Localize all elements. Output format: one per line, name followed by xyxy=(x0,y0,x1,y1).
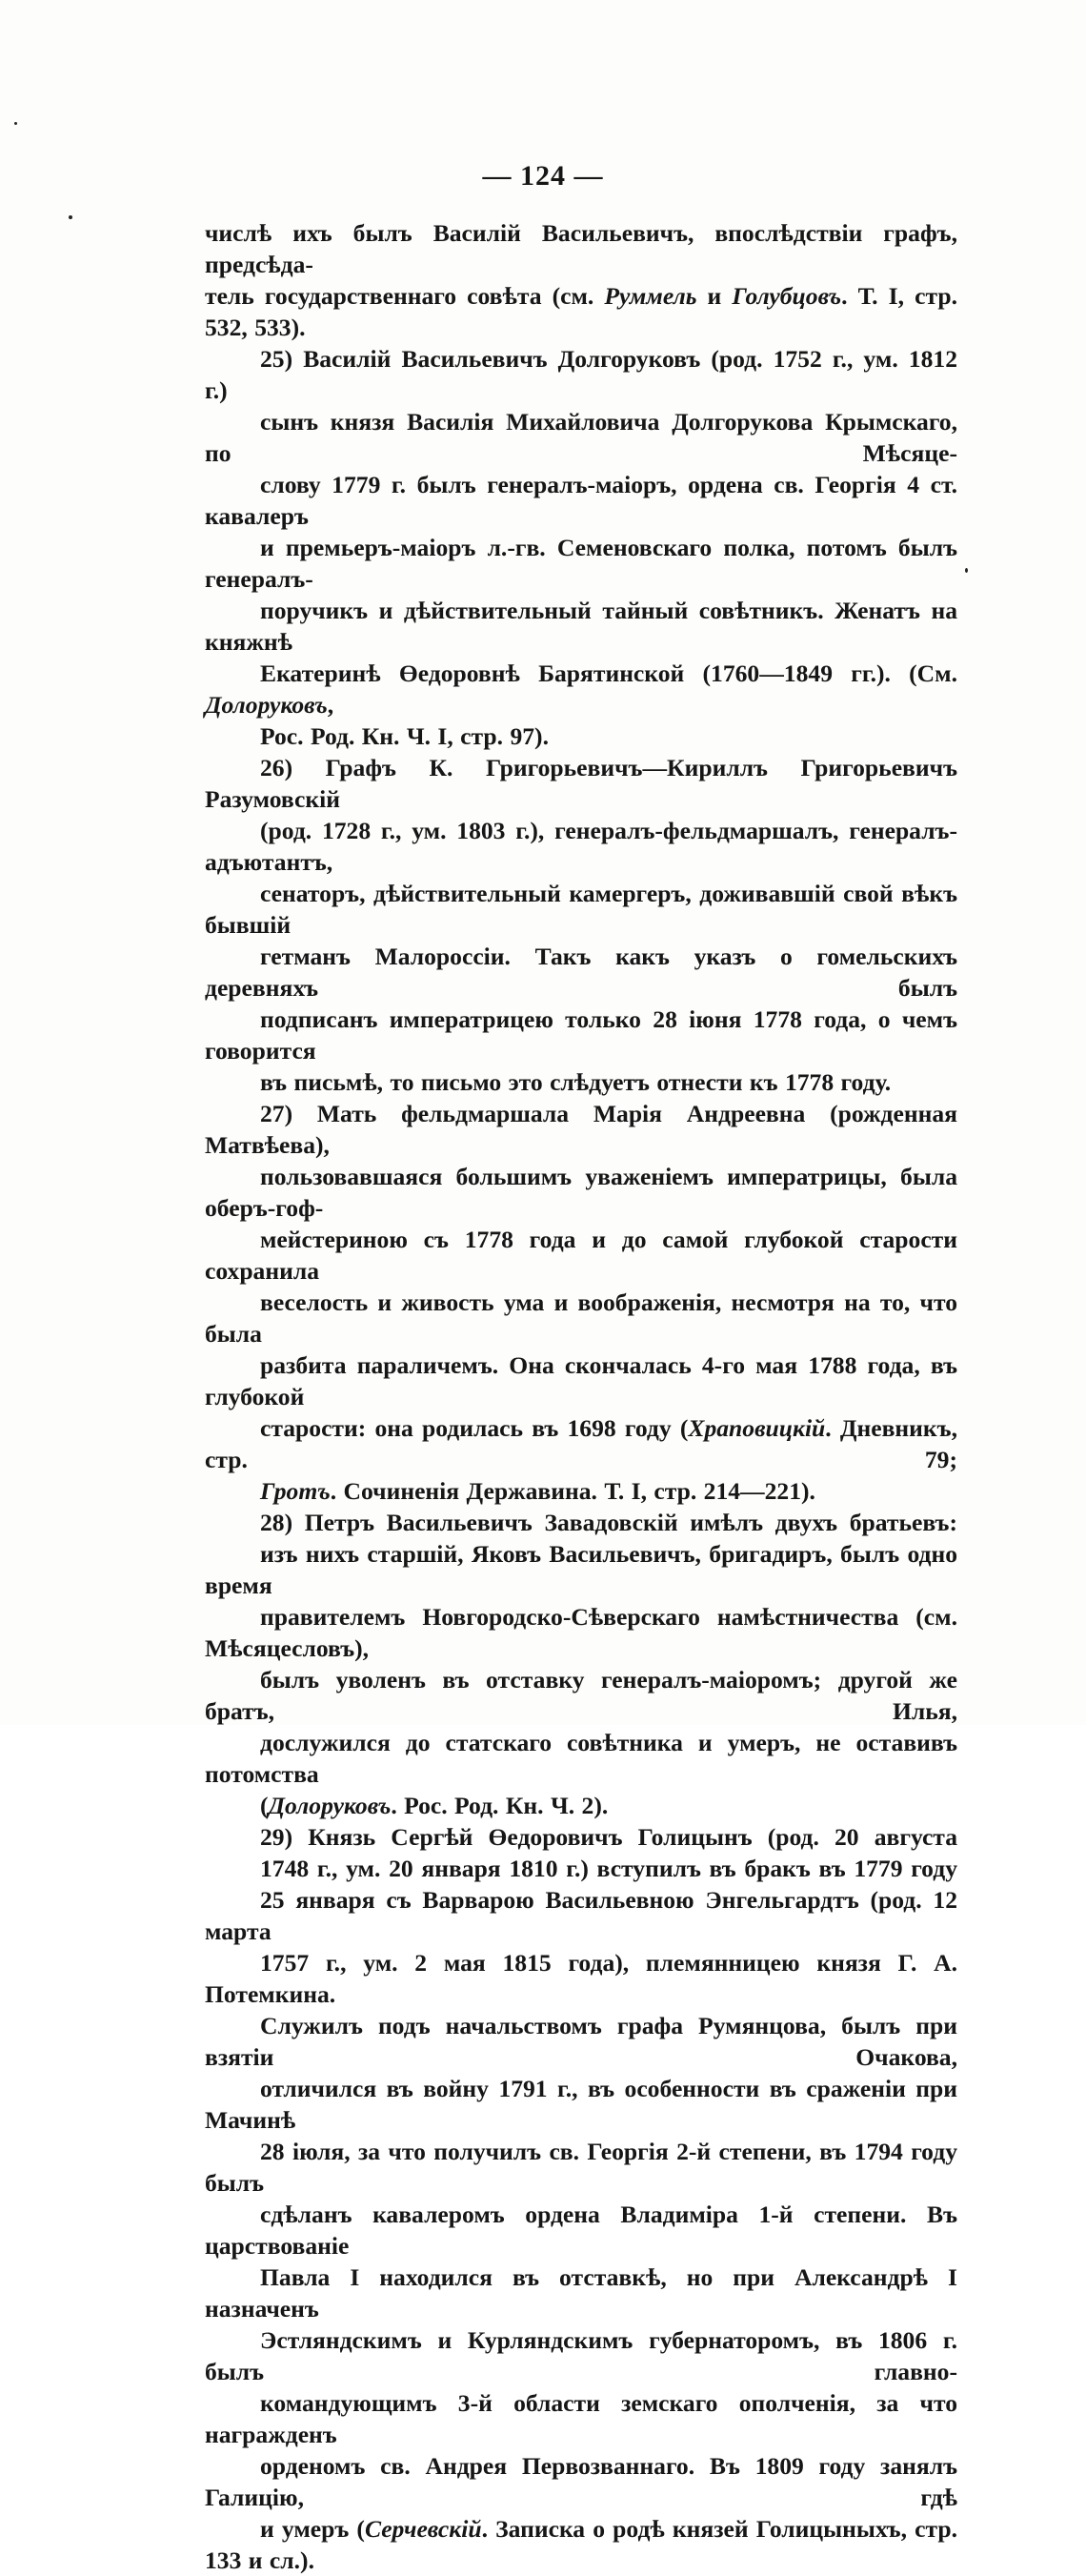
text-line xyxy=(205,1884,957,1947)
text-run: тель государственнаго совѣта (см. xyxy=(205,282,605,310)
text-line xyxy=(205,1790,957,1821)
italic-reference: Долоруковъ xyxy=(205,691,328,719)
text-run: въ письмѣ, то письмо это слѣдуетъ отнести къ 1778 году. xyxy=(260,1068,892,1096)
paragraph-p0 xyxy=(205,217,957,343)
text-run: дослужился до статскаго совѣтника и умеръ, не оставивъ потомства xyxy=(205,1729,957,1788)
text-line xyxy=(205,941,957,1004)
text-run: Рос. Род. Кн. Ч. I, стр. 97). xyxy=(260,722,549,750)
text-line xyxy=(205,2073,957,2136)
paragraph-p29 xyxy=(205,1821,957,2576)
text-run: былъ уволенъ въ отставку генералъ-маіоромъ; другой же братъ, Илья, xyxy=(205,1666,957,1725)
text-line xyxy=(205,343,957,406)
text-line xyxy=(205,1161,957,1224)
text-run: (род. 1728 г., ум. 1803 г.), генералъ-фельдмаршалъ, генералъ-адъютантъ, xyxy=(205,817,957,876)
text-line xyxy=(205,752,957,815)
text-run: сынъ князя Василія Михайловича Долгорукова Крымскаго, по Мѣсяце- xyxy=(205,408,957,467)
text-run: мейстериною съ 1778 года и до самой глубокой старости сохранила xyxy=(205,1226,957,1285)
text-line xyxy=(205,1004,957,1066)
text-line xyxy=(205,532,957,595)
text-run: 25) Василій Васильевичъ Долгоруковъ (род. 1752 г., ум. 1812 г.) xyxy=(205,345,957,404)
italic-reference: Голубцовъ xyxy=(732,282,842,310)
text-line xyxy=(205,2199,957,2262)
text-line xyxy=(205,1066,957,1098)
text-line xyxy=(205,2387,957,2450)
text-run: и xyxy=(696,282,733,310)
text-line xyxy=(205,1224,957,1287)
text-run: . Записка о родѣ князей Голицыныхъ, стр. 133 и сл.). xyxy=(205,2515,957,2574)
text-run: . Рос. Род. Кн. Ч. 2). xyxy=(391,1792,609,1819)
page-body-text xyxy=(205,217,957,2576)
paragraph-p25 xyxy=(205,343,957,752)
text-line xyxy=(205,2450,957,2513)
text-run: отличился въ войну 1791 г., въ особенности въ сраженіи при Мачинѣ xyxy=(205,2075,957,2134)
text-run: 28 іюля, за что получилъ св. Георгія 2-й степени, въ 1794 году былъ xyxy=(205,2138,957,2197)
text-line xyxy=(205,815,957,878)
text-run: числѣ ихъ былъ Василій Васильевичъ, впослѣдствіи графъ, предсѣда- xyxy=(205,219,957,278)
text-line xyxy=(205,1098,957,1161)
text-run: подписанъ императрицею только 28 іюня 1778 года, о чемъ говорится xyxy=(205,1005,957,1065)
text-run: разбита параличемъ. Она скончалась 4-го мая 1788 года, въ глубокой xyxy=(205,1351,957,1410)
text-run: 1748 г., ум. 20 января 1810 г.) вступилъ въ бракъ въ 1779 году xyxy=(260,1855,957,1882)
italic-reference: Храповицкій xyxy=(688,1414,826,1442)
text-line xyxy=(205,658,957,720)
text-line xyxy=(205,217,957,280)
text-line xyxy=(205,469,957,532)
text-run: , xyxy=(327,691,334,719)
text-run: 532, 533). xyxy=(205,314,306,341)
text-line xyxy=(205,2513,957,2576)
text-line xyxy=(205,2262,957,2324)
text-run: Эстляндскимъ и Курляндскимъ губернаторомъ, въ 1806 г. былъ главно- xyxy=(205,2326,957,2385)
text-line xyxy=(205,1853,957,1884)
text-run: ( xyxy=(260,1792,269,1819)
scan-speck xyxy=(69,215,72,219)
paragraph-p28 xyxy=(205,1507,957,1821)
text-run: слову 1779 г. былъ генералъ-маіоръ, ордена св. Георгія 4 ст. кавалеръ xyxy=(205,471,957,530)
text-run: 28) Петръ Васильевичъ Завадовскій имѣлъ двухъ братьевъ: xyxy=(260,1509,957,1536)
text-line xyxy=(205,2136,957,2199)
text-run: 26) Графъ К. Григорьевичъ—Кириллъ Григорьевичъ Разумовскій xyxy=(205,754,957,813)
text-line xyxy=(205,2324,957,2387)
text-line xyxy=(205,1538,957,1601)
text-line xyxy=(205,1475,957,1507)
text-line xyxy=(205,312,957,343)
paragraph-p27 xyxy=(205,1098,957,1507)
paragraph-p26 xyxy=(205,752,957,1098)
italic-reference: Долоруковъ xyxy=(268,1792,392,1819)
text-line xyxy=(205,2010,957,2073)
text-line xyxy=(205,1947,957,2010)
text-line xyxy=(205,1412,957,1475)
text-run: Павла I находился въ отставкѣ, но при Александрѣ I назначенъ xyxy=(205,2263,957,2322)
text-run: гетманъ Малороссіи. Такъ какъ указъ о гомельскихъ деревняхъ былъ xyxy=(205,943,957,1002)
text-run: и умеръ ( xyxy=(260,2515,365,2543)
text-run: пользовавшаяся большимъ уваженіемъ императрицы, была оберъ-гоф- xyxy=(205,1163,957,1222)
text-run: и премьеръ-маіоръ л.-гв. Семеновскаго полка, потомъ былъ генералъ- xyxy=(205,534,957,593)
text-run: 27) Мать фельдмаршала Марія Андреевна (рожденная Матвѣева), xyxy=(205,1100,957,1159)
page-number: — 124 — xyxy=(482,160,604,192)
text-run: командующимъ 3-й области земскаго ополченія, за что награжденъ xyxy=(205,2389,957,2448)
text-line xyxy=(205,1664,957,1727)
text-line xyxy=(205,406,957,469)
text-run: сдѣланъ кавалеромъ ордена Владиміра 1-й степени. Въ царствованіе xyxy=(205,2201,957,2260)
italic-reference: Серчевскій xyxy=(364,2515,482,2543)
text-run: сенаторъ, дѣйствительный камергеръ, доживавшій свой вѣкъ бывшій xyxy=(205,880,957,939)
text-run: Екатеринѣ Өедоровнѣ Барятинской (1760—1849 гг.). (См. xyxy=(260,659,957,687)
text-run: 25 января съ Варварою Васильевною Энгельгардтъ (род. 12 марта xyxy=(205,1886,957,1945)
text-line xyxy=(205,1601,957,1664)
text-line xyxy=(205,1507,957,1538)
italic-reference: Руммель xyxy=(604,282,697,310)
text-run: старости: она родилась въ 1698 году ( xyxy=(260,1414,689,1442)
text-line xyxy=(205,1727,957,1790)
text-run: 1757 г., ум. 2 мая 1815 года), племянницею князя Г. А. Потемкина. xyxy=(205,1949,957,2008)
text-run: . Т. I, стр. xyxy=(841,282,957,310)
text-run: Служилъ подъ начальствомъ графа Румянцова, былъ при взятіи Очакова, xyxy=(205,2012,957,2071)
text-line xyxy=(205,1287,957,1349)
text-run: изъ нихъ старшій, Яковъ Васильевичъ, бригадиръ, былъ одно время xyxy=(205,1540,957,1599)
text-run: . Сочиненія Державина. Т. I, стр. 214—221). xyxy=(330,1477,815,1505)
text-line xyxy=(205,1349,957,1412)
text-line xyxy=(205,280,957,312)
text-run: орденомъ св. Андрея Первозваннаго. Въ 1809 году занялъ Галицію, гдѣ xyxy=(205,2452,957,2511)
text-run: правителемъ Новгородско-Сѣверскаго намѣстничества (см. Мѣсяцесловъ), xyxy=(205,1603,957,1662)
text-line xyxy=(205,1821,957,1853)
scan-speck xyxy=(965,568,968,573)
text-line xyxy=(205,878,957,941)
text-run: 29) Князь Сергѣй Өедоровичъ Голицынъ (род. 20 августа xyxy=(260,1823,957,1851)
text-line xyxy=(205,720,957,752)
text-line xyxy=(205,595,957,658)
text-run: веселость и живость ума и воображенія, несмотря на то, что была xyxy=(205,1288,957,1348)
text-run: . Дневникъ, стр. 79; xyxy=(205,1414,957,1473)
text-run: поручикъ и дѣйствительный тайный совѣтникъ. Женатъ на княжнѣ xyxy=(205,597,957,656)
scan-speck xyxy=(14,122,17,125)
italic-reference: Гротъ xyxy=(260,1477,331,1505)
